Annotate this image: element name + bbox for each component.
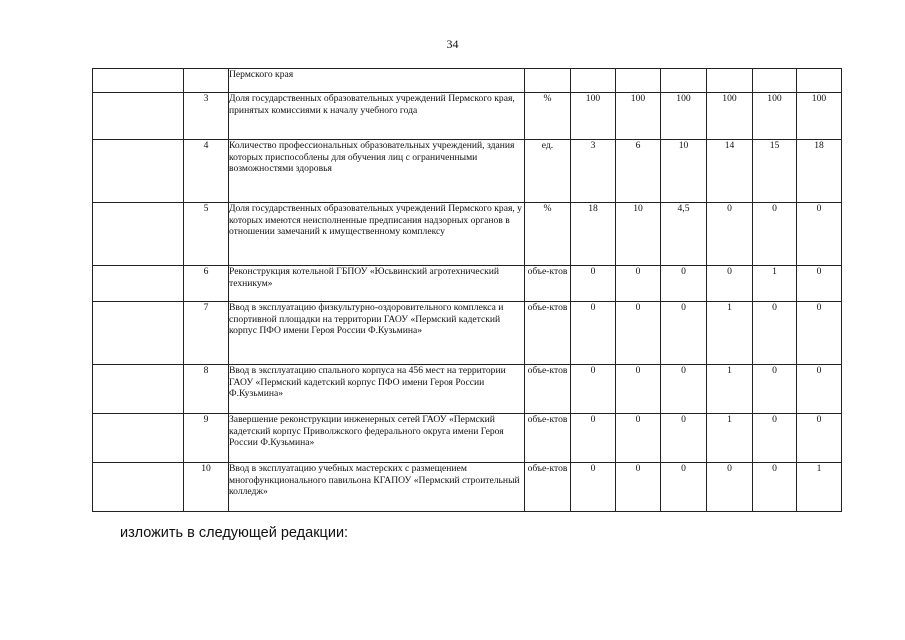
value-cell: 0 xyxy=(616,302,661,365)
value-cell: 0 xyxy=(616,266,661,302)
value-cell: 18 xyxy=(571,203,616,266)
value-cell xyxy=(616,69,661,93)
value-cell: 100 xyxy=(797,93,842,140)
table-row xyxy=(93,365,842,414)
value-cell: 0 xyxy=(707,266,753,302)
indicator-name: Доля государственных образовательных учреждений Пермского края, у которых имеются неисполненные предписания надзорных органов в отношении замечаний к имущественному комплексу xyxy=(229,203,525,266)
blank-cell xyxy=(93,463,184,512)
row-number: 9 xyxy=(184,414,229,463)
value-cell: 0 xyxy=(753,414,797,463)
value-cell: 0 xyxy=(797,414,842,463)
blank-cell xyxy=(93,203,184,266)
indicator-name: Завершение реконструкции инженерных сетей ГАОУ «Пермский кадетский корпус Приволжского федерального округа имени Героя России Ф.Кузьмина» xyxy=(229,414,525,463)
value-cell: 3 xyxy=(571,140,616,203)
row-number: 10 xyxy=(184,463,229,512)
value-cell: 100 xyxy=(571,93,616,140)
indicators-table xyxy=(92,68,842,512)
table-row xyxy=(93,463,842,512)
unit-cell: ед. xyxy=(525,140,571,203)
table-row xyxy=(93,203,842,266)
value-cell: 10 xyxy=(616,203,661,266)
value-cell: 100 xyxy=(616,93,661,140)
indicator-name: Пермского края xyxy=(229,69,525,93)
value-cell: 1 xyxy=(797,463,842,512)
value-cell: 0 xyxy=(616,414,661,463)
value-cell: 0 xyxy=(797,365,842,414)
unit-cell: % xyxy=(525,93,571,140)
value-cell: 15 xyxy=(753,140,797,203)
indicator-name: Ввод в эксплуатацию учебных мастерских с размещением многофункционального павильона КГАПОУ «Пермский строительный колледж» xyxy=(229,463,525,512)
unit-cell: объе-ктов xyxy=(525,365,571,414)
value-cell: 100 xyxy=(661,93,707,140)
value-cell: 0 xyxy=(661,414,707,463)
indicator-name: Ввод в эксплуатацию физкультурно-оздоровительного комплекса и спортивной площадки на территории ГАОУ «Пермский кадетский корпус ПФО имени Героя России Ф.Кузьмина» xyxy=(229,302,525,365)
blank-cell xyxy=(93,266,184,302)
blank-cell xyxy=(93,365,184,414)
value-cell: 4,5 xyxy=(661,203,707,266)
value-cell: 0 xyxy=(571,463,616,512)
table-row xyxy=(93,69,842,93)
blank-cell xyxy=(93,69,184,93)
indicator-name: Реконструкция котельной ГБПОУ «Юсьвинский агротехнический техникум» xyxy=(229,266,525,302)
value-cell: 0 xyxy=(707,463,753,512)
value-cell: 6 xyxy=(616,140,661,203)
value-cell: 1 xyxy=(707,365,753,414)
row-number: 7 xyxy=(184,302,229,365)
amendment-text: изложить в следующей редакции: xyxy=(120,525,349,541)
value-cell xyxy=(707,69,753,93)
row-number xyxy=(184,69,229,93)
value-cell xyxy=(571,69,616,93)
value-cell: 0 xyxy=(571,266,616,302)
value-cell: 0 xyxy=(661,266,707,302)
value-cell: 1 xyxy=(707,414,753,463)
row-number: 8 xyxy=(184,365,229,414)
table-row xyxy=(93,93,842,140)
row-number: 5 xyxy=(184,203,229,266)
value-cell: 0 xyxy=(753,365,797,414)
value-cell: 0 xyxy=(797,302,842,365)
value-cell xyxy=(661,69,707,93)
value-cell: 0 xyxy=(753,463,797,512)
page-number: 34 xyxy=(446,37,459,51)
value-cell: 0 xyxy=(707,203,753,266)
value-cell: 0 xyxy=(616,463,661,512)
value-cell: 10 xyxy=(661,140,707,203)
value-cell: 0 xyxy=(797,203,842,266)
unit-cell: объе-ктов xyxy=(525,302,571,365)
blank-cell xyxy=(93,302,184,365)
row-number: 3 xyxy=(184,93,229,140)
table-row xyxy=(93,302,842,365)
blank-cell xyxy=(93,414,184,463)
value-cell: 0 xyxy=(797,266,842,302)
value-cell: 0 xyxy=(571,302,616,365)
blank-cell xyxy=(93,93,184,140)
unit-cell: объе-ктов xyxy=(525,414,571,463)
value-cell: 100 xyxy=(707,93,753,140)
table-body xyxy=(93,69,842,512)
table-row xyxy=(93,140,842,203)
unit-cell: % xyxy=(525,203,571,266)
value-cell xyxy=(753,69,797,93)
indicator-name: Количество профессиональных образовательных учреждений, здания которых приспособлены для обучения лиц с ограниченными возможностями здоровья xyxy=(229,140,525,203)
unit-cell: объе-ктов xyxy=(525,463,571,512)
indicator-name: Ввод в эксплуатацию спального корпуса на 456 мест на территории ГАОУ «Пермский кадетский корпус ПФО имени Героя России Ф.Кузьмина» xyxy=(229,365,525,414)
unit-cell xyxy=(525,69,571,93)
value-cell: 0 xyxy=(661,302,707,365)
value-cell: 14 xyxy=(707,140,753,203)
value-cell: 0 xyxy=(661,365,707,414)
indicator-name: Доля государственных образовательных учреждений Пермского края, принятых комиссиями к началу учебного года xyxy=(229,93,525,140)
value-cell: 0 xyxy=(616,365,661,414)
row-number: 6 xyxy=(184,266,229,302)
value-cell: 1 xyxy=(753,266,797,302)
table-row xyxy=(93,414,842,463)
value-cell: 0 xyxy=(753,203,797,266)
value-cell: 18 xyxy=(797,140,842,203)
value-cell: 0 xyxy=(753,302,797,365)
value-cell: 100 xyxy=(753,93,797,140)
unit-cell: объе-ктов xyxy=(525,266,571,302)
value-cell xyxy=(797,69,842,93)
value-cell: 0 xyxy=(571,365,616,414)
value-cell: 0 xyxy=(661,463,707,512)
value-cell: 1 xyxy=(707,302,753,365)
blank-cell xyxy=(93,140,184,203)
value-cell: 0 xyxy=(571,414,616,463)
table-row xyxy=(93,266,842,302)
row-number: 4 xyxy=(184,140,229,203)
